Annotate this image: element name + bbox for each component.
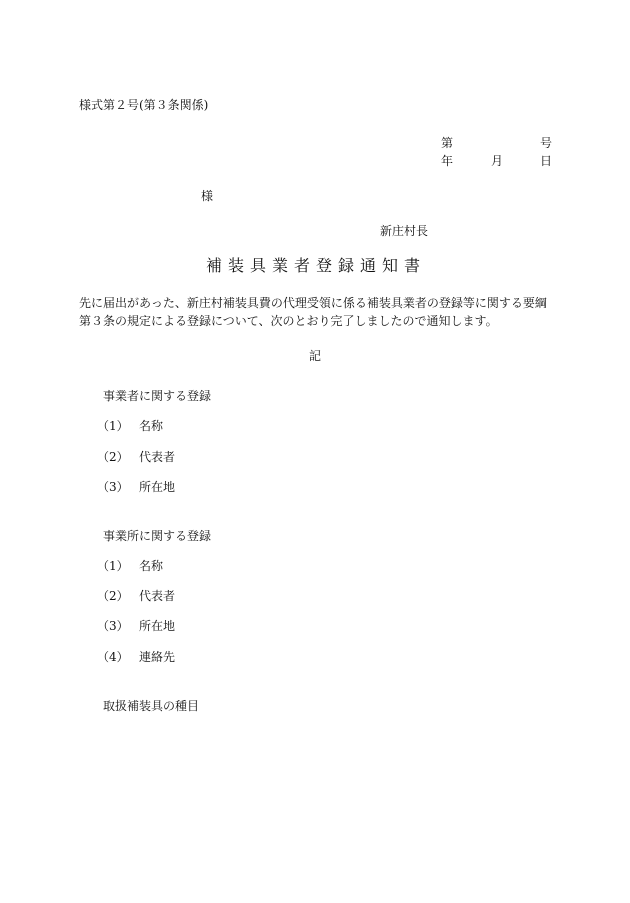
document-title: 補装具業者登録通知書	[206, 256, 427, 275]
section-1-item	[97, 481, 175, 493]
item-label: 所在地	[139, 480, 176, 494]
form-label: 様式第２号(第３条関係)	[79, 98, 209, 112]
section-2-item	[97, 590, 175, 602]
date-day: 日	[540, 154, 553, 168]
item-number: （1）	[97, 419, 129, 433]
item-number: （2）	[97, 589, 129, 603]
issuer: 新庄村長	[380, 224, 429, 238]
body-line-1: 先に届出があった、新庄村補装具費の代理受領に係る補装具業者の登録等に関する要綱	[79, 296, 547, 310]
item-number: （4）	[97, 650, 129, 664]
section-1-item	[97, 420, 163, 432]
section-1-heading: 事業者に関する登録	[103, 389, 212, 403]
section-2-item	[97, 651, 175, 663]
addressee-suffix: 様	[201, 189, 214, 203]
section-3-heading: 取扱補装具の種目	[103, 699, 200, 713]
item-label: 名称	[139, 419, 164, 433]
section-1-item	[97, 451, 175, 463]
date-month: 月	[491, 154, 504, 168]
item-label: 代表者	[139, 589, 176, 603]
item-label: 連絡先	[139, 650, 176, 664]
item-number: （3）	[97, 480, 129, 494]
ki-mark: 記	[309, 349, 322, 363]
number-suffix: 号	[540, 136, 553, 150]
item-label: 代表者	[139, 450, 176, 464]
section-2-item	[97, 620, 175, 632]
item-number: （1）	[97, 559, 129, 573]
item-number: （3）	[97, 619, 129, 633]
item-number: （2）	[97, 450, 129, 464]
body-line-2: 第３条の規定による登録について、次のとおり完了しましたので通知します。	[79, 314, 498, 328]
section-2-heading: 事業所に関する登録	[103, 529, 212, 543]
item-label: 名称	[139, 559, 164, 573]
section-2-item	[97, 560, 163, 572]
number-prefix: 第	[441, 136, 454, 150]
date-year: 年	[441, 154, 454, 168]
item-label: 所在地	[139, 619, 176, 633]
